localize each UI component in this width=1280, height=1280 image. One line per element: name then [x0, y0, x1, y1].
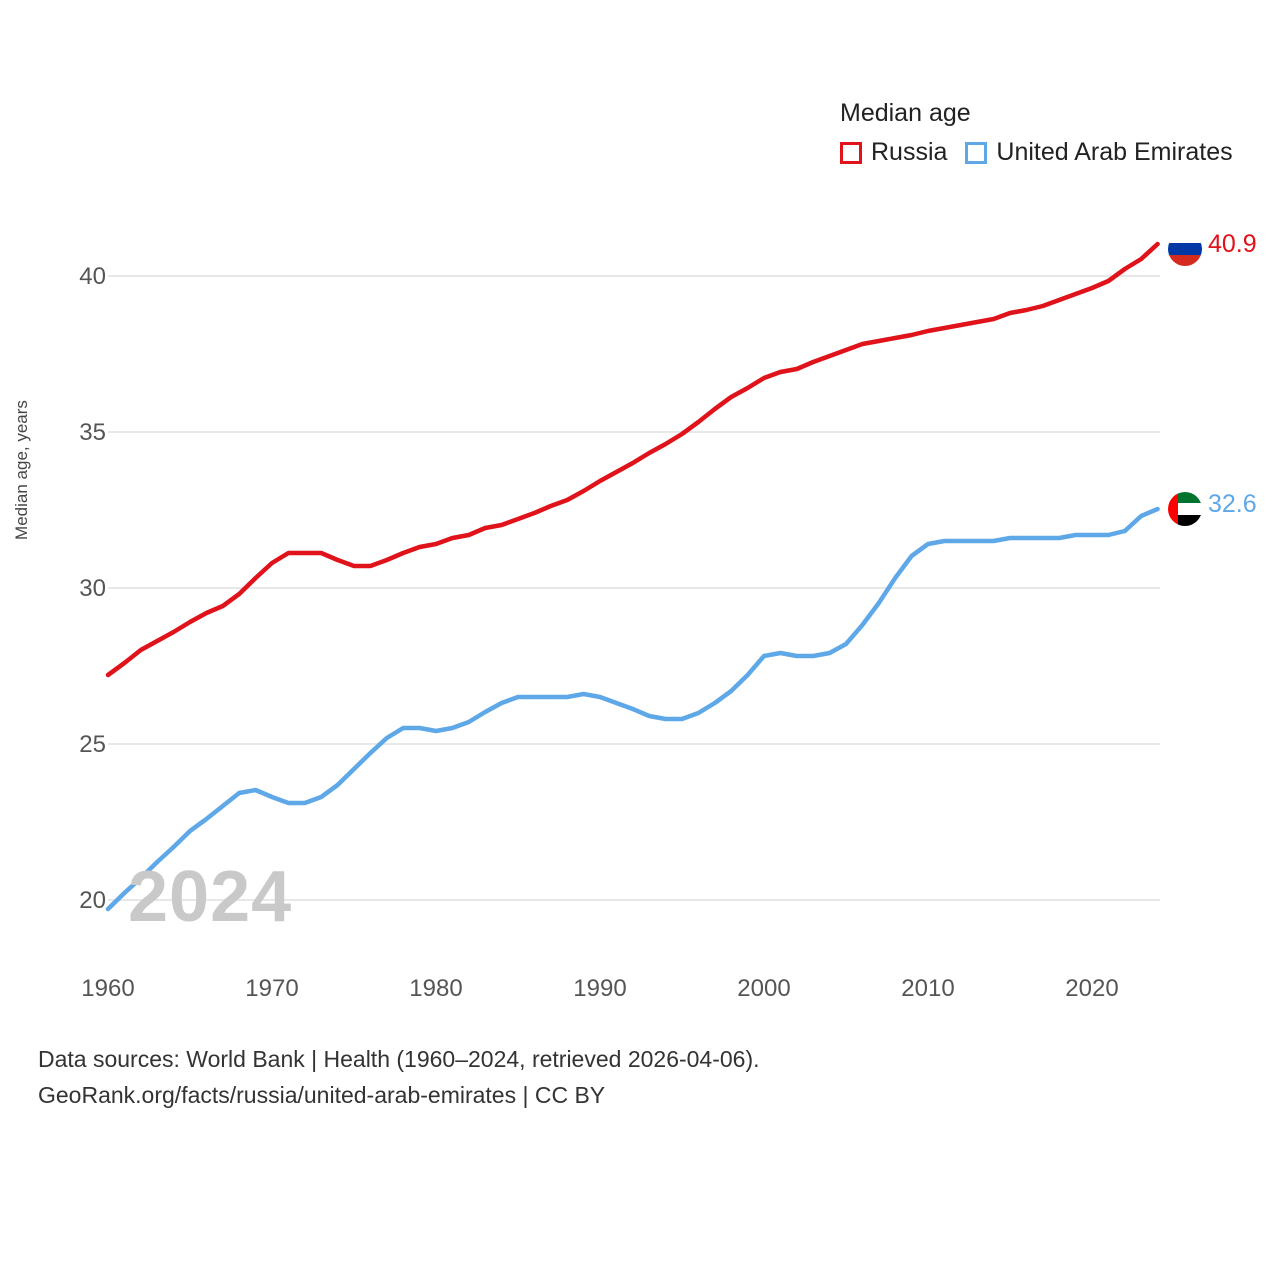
x-tick-1960: 1960	[81, 975, 135, 1002]
russia-flag-icon	[1168, 232, 1202, 266]
y-tick-30: 30	[79, 575, 106, 602]
y-tick-35: 35	[79, 419, 106, 446]
y-tick-20: 20	[79, 887, 106, 914]
gridlines	[108, 276, 1160, 900]
x-tick-1990: 1990	[573, 975, 627, 1002]
chart-footer	[38, 1042, 760, 1113]
end-label-russia: 40.9	[1208, 230, 1257, 258]
footer-attribution: GeoRank.org/facts/russia/united-arab-emirates | CC BY	[38, 1081, 606, 1108]
legend-label-uae: United Arab Emirates	[996, 138, 1233, 166]
legend-label-russia: Russia	[871, 138, 948, 166]
legend-title: Median age	[840, 99, 971, 127]
uae-flag-icon	[1168, 492, 1202, 526]
x-tick-2020: 2020	[1065, 975, 1119, 1002]
x-tick-1970: 1970	[245, 975, 299, 1002]
x-tick-2000: 2000	[737, 975, 791, 1002]
series-line-russia	[108, 244, 1158, 675]
footer-data-sources: Data sources: World Bank | Health (1960–2024, retrieved 2026-04-06).	[38, 1046, 760, 1072]
x-tick-1980: 1980	[409, 975, 463, 1002]
year-watermark: 2024	[128, 857, 293, 937]
y-axis-title: Median age, years	[12, 400, 31, 540]
end-label-uae: 32.6	[1208, 490, 1257, 518]
y-tick-25: 25	[79, 731, 106, 758]
x-tick-2010: 2010	[901, 975, 955, 1002]
y-tick-40: 40	[79, 263, 106, 290]
